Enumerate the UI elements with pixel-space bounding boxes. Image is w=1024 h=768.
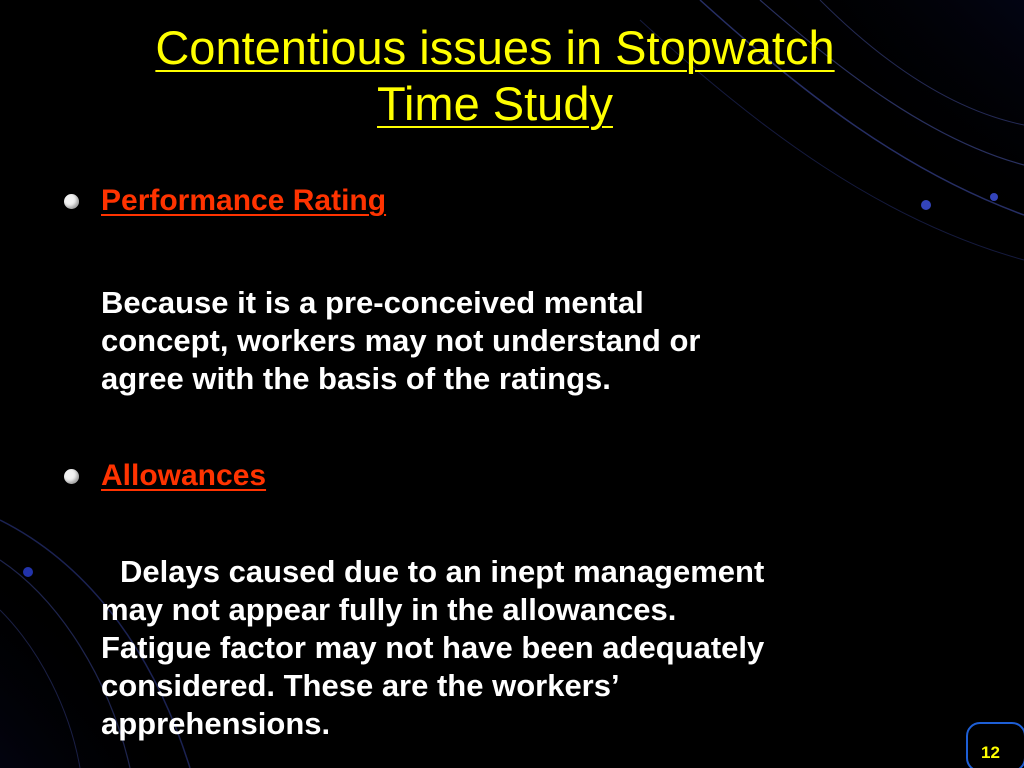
page-number: 12 xyxy=(981,743,1000,762)
section-heading-performance-rating: Performance Rating xyxy=(101,184,387,217)
slide-title xyxy=(0,20,990,132)
bullet-dot-icon xyxy=(64,469,79,484)
bullet-performance-rating xyxy=(64,183,386,219)
section-body-allowances: Delays caused due to an inept management may not appear fully in the allowances. Fatigue factor may not have been adequately considered. These are the workers’ apprehensions. xyxy=(101,554,765,741)
bullet-dot-icon xyxy=(64,194,79,209)
title-line-1: Contentious issues in Stopwatch xyxy=(155,21,835,74)
bullet-allowances xyxy=(64,458,266,494)
section-body-performance-rating: Because it is a pre-conceived mental concept, workers may not understand or agree with the basis of the ratings. xyxy=(101,285,701,396)
title-line-2: Time Study xyxy=(377,77,613,130)
section-heading-allowances: Allowances xyxy=(101,459,267,492)
